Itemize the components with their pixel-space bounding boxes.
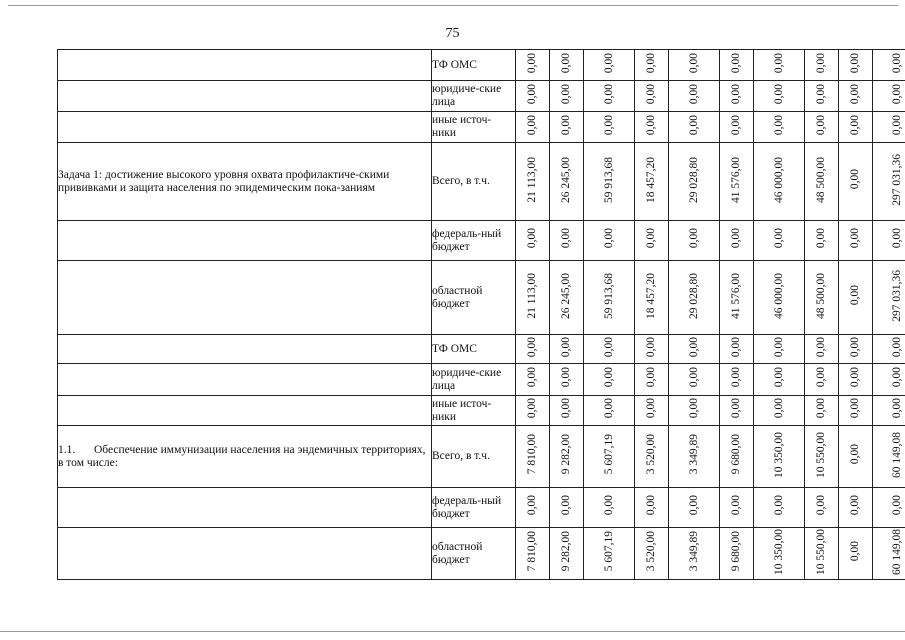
table-row (58, 528, 905, 580)
value-cell (635, 335, 669, 364)
value-cell (805, 335, 839, 364)
value-cell (754, 143, 805, 221)
value-text: 0,00 (890, 398, 903, 419)
value-cell (584, 261, 635, 335)
value-cell (754, 426, 805, 488)
value-text: 59 913,68 (602, 272, 615, 319)
value-cell (516, 528, 550, 580)
value-text: 0,00 (730, 398, 742, 419)
table-row (58, 221, 905, 261)
value-cell (720, 396, 754, 426)
value-cell (516, 143, 550, 221)
value-text: 0,00 (849, 83, 861, 105)
value-text: 48 500,00 (815, 272, 827, 319)
value-text: 29 028,80 (687, 272, 700, 319)
value-text: 0,00 (602, 367, 615, 388)
value-text: 3 349,89 (687, 531, 700, 572)
value-text: 0,00 (645, 83, 657, 105)
value-text: 0,00 (645, 367, 657, 388)
funding-source: областной бюджет (432, 528, 516, 580)
value-cell (754, 50, 805, 81)
value-text: 0,00 (815, 398, 827, 419)
value-cell (720, 112, 754, 143)
value-text: 0,00 (730, 114, 742, 136)
value-cell (839, 364, 873, 396)
value-text: 0,00 (890, 367, 903, 388)
value-cell (720, 81, 754, 112)
value-text: 9 680,00 (730, 531, 742, 572)
value-cell (873, 112, 905, 143)
value-cell (805, 426, 839, 488)
value-text: 0,00 (815, 336, 827, 358)
value-cell (516, 261, 550, 335)
value-cell (720, 528, 754, 580)
value-cell (584, 221, 635, 261)
value-text: 0,00 (772, 398, 785, 419)
value-cell (720, 426, 754, 488)
value-text: 7 810,00 (526, 531, 538, 572)
value-cell (805, 396, 839, 426)
value-cell (754, 335, 805, 364)
value-cell (635, 488, 669, 528)
value-cell (516, 426, 550, 488)
value-text: 60 149,08 (890, 528, 903, 575)
value-text: 10 350,00 (772, 431, 785, 478)
value-cell (669, 261, 720, 335)
value-text: 0,00 (849, 336, 861, 358)
value-text: 9 282,00 (560, 531, 572, 572)
value-text: 297 031,36 (890, 153, 903, 206)
value-text: 21 113,00 (526, 156, 538, 203)
scan-top-line (8, 5, 898, 6)
value-text: 9 282,00 (560, 434, 572, 475)
value-text: 10 550,00 (815, 431, 827, 478)
value-cell (550, 364, 584, 396)
value-text: 297 031,36 (890, 269, 903, 322)
value-cell (516, 488, 550, 528)
value-cell (839, 335, 873, 364)
value-text: 41 576,00 (730, 272, 742, 319)
value-text: 0,00 (687, 367, 700, 388)
value-cell (584, 426, 635, 488)
value-cell (839, 112, 873, 143)
value-cell (754, 396, 805, 426)
value-cell (720, 221, 754, 261)
value-cell (516, 50, 550, 81)
task-cell (58, 426, 432, 488)
value-text: 0,00 (526, 336, 538, 358)
value-text: 3 520,00 (645, 531, 657, 572)
value-text: 0,00 (526, 52, 538, 74)
value-cell (669, 335, 720, 364)
value-text: 0,00 (687, 398, 700, 419)
value-cell (669, 112, 720, 143)
value-text: 0,00 (526, 367, 538, 388)
value-cell (754, 528, 805, 580)
value-cell (805, 112, 839, 143)
value-text: 0,00 (772, 367, 785, 388)
value-cell (720, 335, 754, 364)
funding-source: ТФ ОМС (432, 50, 516, 81)
value-cell (839, 221, 873, 261)
value-cell (550, 396, 584, 426)
funding-source: ТФ ОМС (432, 335, 516, 364)
table-row (58, 396, 905, 426)
value-cell (805, 364, 839, 396)
value-cell (669, 221, 720, 261)
task-cell (58, 221, 432, 261)
value-text: 0,00 (560, 495, 572, 516)
value-cell (873, 50, 905, 81)
value-cell (635, 112, 669, 143)
value-cell (873, 364, 905, 396)
value-text: 0,00 (526, 495, 538, 516)
value-cell (873, 143, 905, 221)
value-text: 18 457,20 (645, 156, 657, 203)
value-text: 0,00 (849, 541, 861, 562)
table-row (58, 143, 905, 221)
value-cell (584, 396, 635, 426)
value-text: 3 520,00 (645, 434, 657, 475)
value-text: 0,00 (890, 83, 903, 105)
value-cell (635, 81, 669, 112)
value-text: 0,00 (849, 52, 861, 74)
value-text: 3 349,89 (687, 434, 700, 475)
value-text: 0,00 (645, 52, 657, 74)
value-text: 0,00 (730, 367, 742, 388)
value-cell (805, 50, 839, 81)
value-cell (805, 221, 839, 261)
value-text: 0,00 (526, 83, 538, 105)
value-text: 0,00 (772, 336, 785, 358)
page-number: 75 (445, 26, 460, 41)
value-cell (635, 261, 669, 335)
value-text: 41 576,00 (730, 156, 742, 203)
task-cell (58, 488, 432, 528)
value-text: 0,00 (730, 52, 742, 74)
value-cell (805, 143, 839, 221)
value-text: 0,00 (849, 285, 861, 306)
table-row (58, 335, 905, 364)
value-cell (839, 81, 873, 112)
value-cell (584, 364, 635, 396)
value-cell (720, 50, 754, 81)
value-text: 0,00 (815, 367, 827, 388)
value-text: 0,00 (815, 83, 827, 105)
value-text: 0,00 (687, 228, 700, 249)
value-text: 0,00 (849, 398, 861, 419)
value-text: 0,00 (602, 336, 615, 358)
value-text: 48 500,00 (815, 156, 827, 203)
table-row (58, 426, 905, 488)
value-cell (516, 81, 550, 112)
value-text: 0,00 (849, 169, 861, 190)
table-row (58, 50, 905, 81)
value-text: 0,00 (815, 228, 827, 249)
task-number: 1.1. (58, 443, 76, 456)
value-text: 0,00 (602, 114, 615, 136)
value-cell (584, 112, 635, 143)
value-text: 0,00 (730, 336, 742, 358)
value-text: 0,00 (772, 52, 785, 74)
value-text: 0,00 (526, 114, 538, 136)
value-cell (584, 50, 635, 81)
value-text: 0,00 (526, 228, 538, 249)
value-text: 0,00 (772, 495, 785, 516)
value-text: 0,00 (560, 114, 572, 136)
value-text: 0,00 (849, 444, 861, 465)
value-text: 0,00 (890, 52, 903, 74)
value-cell (516, 364, 550, 396)
value-cell (669, 50, 720, 81)
value-text: 5 607,19 (602, 531, 615, 572)
value-cell (516, 221, 550, 261)
value-text: 26 245,00 (560, 272, 572, 319)
task-cell (58, 143, 432, 221)
value-text: 0,00 (730, 495, 742, 516)
value-cell (754, 364, 805, 396)
task-cell (58, 364, 432, 396)
value-text: 0,00 (645, 114, 657, 136)
value-text: 10 550,00 (815, 528, 827, 575)
value-cell (635, 221, 669, 261)
value-cell (839, 396, 873, 426)
value-text: 0,00 (730, 228, 742, 249)
value-text: 0,00 (687, 114, 700, 136)
table-row (58, 261, 905, 335)
value-cell (550, 528, 584, 580)
value-cell (550, 426, 584, 488)
value-cell (873, 396, 905, 426)
value-text: 0,00 (645, 495, 657, 516)
value-cell (754, 112, 805, 143)
value-text: 0,00 (602, 52, 615, 74)
value-text: 0,00 (602, 228, 615, 249)
value-cell (584, 143, 635, 221)
table-row (58, 364, 905, 396)
task-cell (58, 396, 432, 426)
value-cell (873, 335, 905, 364)
value-text: 0,00 (849, 114, 861, 136)
value-cell (839, 488, 873, 528)
value-cell (754, 221, 805, 261)
task-text: Обеспечение иммунизации населения на эндемичных территориях, в том числе: (58, 443, 426, 469)
table-row (58, 81, 905, 112)
funding-source: федераль-ный бюджет (432, 221, 516, 261)
value-cell (550, 143, 584, 221)
value-cell (635, 50, 669, 81)
value-cell (669, 488, 720, 528)
value-cell (754, 81, 805, 112)
value-cell (550, 81, 584, 112)
value-text: 0,00 (849, 367, 861, 388)
value-text: 0,00 (602, 83, 615, 105)
value-cell (873, 528, 905, 580)
task-cell (58, 261, 432, 335)
value-text: 46 000,00 (772, 272, 785, 319)
value-cell (873, 488, 905, 528)
table-row (58, 112, 905, 143)
funding-source: юридиче-ские лица (432, 364, 516, 396)
value-text: 26 245,00 (560, 156, 572, 203)
value-text: 21 113,00 (526, 272, 538, 319)
value-text: 0,00 (560, 398, 572, 419)
value-cell (550, 335, 584, 364)
value-cell (839, 528, 873, 580)
value-text: 0,00 (890, 228, 903, 249)
value-text: 0,00 (687, 336, 700, 358)
value-text: 0,00 (560, 228, 572, 249)
value-text: 5 607,19 (602, 434, 615, 475)
value-text: 0,00 (772, 114, 785, 136)
value-cell (635, 143, 669, 221)
value-text: 60 149,08 (890, 431, 903, 478)
value-text: 10 350,00 (772, 528, 785, 575)
task-cell (58, 335, 432, 364)
value-cell (584, 335, 635, 364)
value-cell (805, 488, 839, 528)
value-cell (754, 488, 805, 528)
table-row (58, 488, 905, 528)
value-text: 59 913,68 (602, 156, 615, 203)
value-text: 9 680,00 (730, 434, 742, 475)
value-text: 0,00 (645, 336, 657, 358)
value-text: 0,00 (772, 83, 785, 105)
value-cell (550, 50, 584, 81)
value-text: 0,00 (602, 495, 615, 516)
funding-source: иные источ-ники (432, 396, 516, 426)
value-cell (839, 50, 873, 81)
funding-source: Всего, в т.ч. (432, 426, 516, 488)
value-cell (516, 396, 550, 426)
value-cell (839, 143, 873, 221)
value-text: 0,00 (560, 52, 572, 74)
value-cell (873, 426, 905, 488)
value-cell (720, 364, 754, 396)
value-cell (805, 81, 839, 112)
value-cell (873, 221, 905, 261)
funding-source: областной бюджет (432, 261, 516, 335)
funding-source: Всего, в т.ч. (432, 143, 516, 221)
value-cell (873, 261, 905, 335)
value-cell (720, 143, 754, 221)
value-cell (516, 112, 550, 143)
value-text: 0,00 (645, 228, 657, 249)
task-cell (58, 50, 432, 81)
value-text: 46 000,00 (772, 156, 785, 203)
value-text: 0,00 (849, 495, 861, 516)
value-text: 0,00 (687, 83, 700, 105)
value-text: 0,00 (890, 495, 903, 516)
value-cell (635, 426, 669, 488)
value-cell (550, 488, 584, 528)
value-text: 0,00 (526, 398, 538, 419)
value-text: 0,00 (560, 336, 572, 358)
value-cell (805, 528, 839, 580)
value-cell (839, 426, 873, 488)
value-text: 0,00 (815, 52, 827, 74)
value-cell (720, 261, 754, 335)
funding-source: юридиче-ские лица (432, 81, 516, 112)
value-text: 0,00 (560, 367, 572, 388)
value-cell (584, 81, 635, 112)
budget-table (57, 49, 905, 580)
task-cell (58, 112, 432, 143)
value-cell (720, 488, 754, 528)
value-cell (754, 261, 805, 335)
value-text: 7 810,00 (526, 434, 538, 475)
value-cell (516, 335, 550, 364)
value-cell (635, 528, 669, 580)
value-cell (635, 364, 669, 396)
value-cell (550, 221, 584, 261)
value-text: 0,00 (890, 336, 903, 358)
value-cell (873, 81, 905, 112)
value-cell (635, 396, 669, 426)
value-cell (669, 528, 720, 580)
value-cell (584, 488, 635, 528)
funding-source: федераль-ный бюджет (432, 488, 516, 528)
value-cell (669, 426, 720, 488)
value-text: 0,00 (890, 114, 903, 136)
value-cell (669, 396, 720, 426)
value-text: 0,00 (849, 228, 861, 249)
value-cell (669, 143, 720, 221)
value-cell (669, 364, 720, 396)
value-text: 0,00 (815, 114, 827, 136)
task-cell (58, 81, 432, 112)
value-cell (584, 528, 635, 580)
value-text: 0,00 (815, 495, 827, 516)
value-text: 18 457,20 (645, 272, 657, 319)
value-cell (550, 112, 584, 143)
value-cell (669, 81, 720, 112)
value-text: 0,00 (687, 52, 700, 74)
scan-bottom-line (0, 631, 905, 632)
value-text: 0,00 (687, 495, 700, 516)
value-text: 0,00 (772, 228, 785, 249)
value-cell (805, 261, 839, 335)
value-cell (839, 261, 873, 335)
funding-source: иные источ-ники (432, 112, 516, 143)
task-text: Задача 1: достижение высокого уровня охвата профилактиче-скими прививками и защита населения по эпидемическим пока-заниям (58, 168, 390, 194)
value-text: 0,00 (602, 398, 615, 419)
value-text: 0,00 (730, 83, 742, 105)
task-cell (58, 528, 432, 580)
value-text: 29 028,80 (687, 156, 700, 203)
value-text: 0,00 (560, 83, 572, 105)
value-text: 0,00 (645, 398, 657, 419)
value-cell (550, 261, 584, 335)
